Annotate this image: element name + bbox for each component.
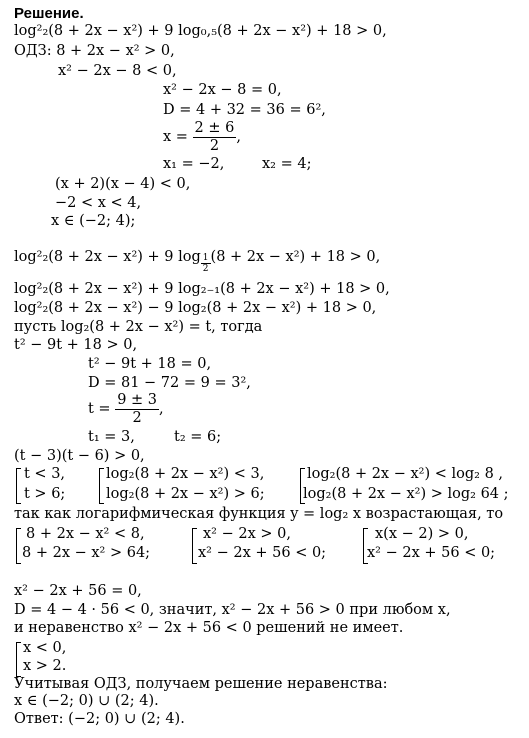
system-5-line-a: x² − 2x > 0, — [203, 526, 291, 542]
odz-root-2: x₂ = 4; — [262, 156, 312, 172]
odz-line-8: −2 < x < 4, — [55, 195, 142, 211]
system-3-line-b: log₂(8 + 2x − x²) > log₂ 64 ; — [303, 486, 509, 502]
transform-line-2: log²₂(8 + 2x − x²) + 9 log₂₋₁(8 + 2x − x²) + 18 > 0, — [14, 281, 390, 297]
t-roots-denominator: 2 — [132, 409, 142, 426]
t-line-2: t² − 9t + 18 = 0, — [88, 356, 212, 372]
log-base-numerator: 1 — [202, 252, 209, 263]
quadratic-line-3: и неравенство x² − 2x + 56 < 0 решений не имеет. — [14, 620, 404, 636]
odz-roots-formula — [163, 120, 241, 154]
transform-line-1-a: log²₂(8 + 2x − x²) + 9 log — [14, 249, 201, 265]
system-4-line-b: 8 + 2x − x² > 64; — [22, 545, 151, 561]
odz-line-4: D = 4 + 32 = 36 = 6², — [163, 102, 326, 118]
solution-heading: Решение. — [14, 5, 84, 22]
t-roots-tail: , — [159, 401, 164, 418]
odz-roots-denominator: 2 — [209, 137, 220, 154]
t-line-6: (t − 3)(t − 6) > 0, — [14, 448, 145, 464]
system-bracket-4 — [16, 528, 21, 564]
quadratic-line-2: D = 4 − 4 · 56 < 0, значит, x² − 2x + 56 > 0 при любом x, — [14, 602, 451, 618]
odz-root-1: x₁ = −2, — [163, 156, 225, 172]
transform-line-3: log²₂(8 + 2x − x²) − 9 log₂(8 + 2x − x²) + 18 > 0, — [14, 300, 377, 316]
t-roots-numerator: 9 ± 3 — [117, 392, 158, 408]
odz-roots-lhs: x = — [163, 129, 188, 146]
system-3-line-a: log₂(8 + 2x − x²) < log₂ 8 , — [307, 466, 504, 482]
inequality-original: log²₂(8 + 2x − x²) + 9 log₀,₅(8 + 2x − x²) + 18 > 0, — [14, 23, 387, 39]
transform-line-1 — [14, 250, 380, 274]
result-bracket — [16, 642, 21, 677]
transform-line-1-b: (8 + 2x − x²) + 18 > 0, — [210, 249, 381, 265]
odz-line-7: (x + 2)(x − 4) < 0, — [55, 176, 191, 192]
t-root-1: t₁ = 3, — [88, 429, 135, 445]
system-6-line-b: x² − 2x + 56 < 0; — [367, 545, 496, 561]
t-root-2: t₂ = 6; — [174, 429, 222, 445]
answer-line: Ответ: (−2; 0) ∪ (2; 4). — [14, 711, 185, 727]
odz-line-9: x ∈ (−2; 4); — [51, 213, 136, 229]
odz-line-1: ОДЗ: 8 + 2x − x² > 0, — [14, 43, 175, 59]
odz-roots-tail: , — [236, 129, 241, 146]
odz-roots-fraction — [193, 120, 237, 154]
system-5-line-b: x² − 2x + 56 < 0; — [198, 545, 327, 561]
conclusion-line-2: x ∈ (−2; 0) ∪ (2; 4). — [14, 693, 159, 709]
t-roots-fraction — [115, 392, 159, 426]
monotonic-note: так как логарифмическая функция y = log₂ x возрастающая, то — [14, 506, 504, 522]
result-line-b: x > 2. — [23, 658, 67, 674]
log-base-denominator: 2 — [202, 264, 209, 274]
odz-roots-numerator: 2 ± 6 — [194, 120, 235, 136]
system-2-line-a: log₂(8 + 2x − x²) < 3, — [106, 466, 265, 482]
quadratic-line-1: x² − 2x + 56 = 0, — [14, 583, 142, 599]
substitution-line: пусть log₂(8 + 2x − x²) = t, тогда — [14, 319, 263, 335]
odz-line-3: x² − 2x − 8 = 0, — [163, 82, 282, 98]
t-roots-lhs: t = — [88, 401, 111, 418]
system-2-line-b: log₂(8 + 2x − x²) > 6; — [106, 486, 265, 502]
system-bracket-2 — [99, 468, 104, 504]
conclusion-line-1: Учитывая ОДЗ, получаем решение неравенства: — [14, 676, 388, 692]
t-line-3: D = 81 − 72 = 9 = 3², — [88, 375, 251, 391]
t-roots-formula — [88, 392, 164, 426]
system-bracket-1 — [16, 468, 21, 504]
system-bracket-5 — [192, 528, 197, 564]
log-base-fraction — [201, 253, 211, 275]
t-line-1: t² − 9t + 18 > 0, — [14, 337, 138, 353]
result-line-a: x < 0, — [23, 640, 67, 656]
odz-line-2: x² − 2x − 8 < 0, — [58, 63, 177, 79]
system-1-line-a: t < 3, — [24, 466, 66, 482]
system-6-line-a: x(x − 2) > 0, — [375, 526, 469, 542]
system-4-line-a: 8 + 2x − x² < 8, — [26, 526, 145, 542]
system-1-line-b: t > 6; — [24, 486, 66, 502]
